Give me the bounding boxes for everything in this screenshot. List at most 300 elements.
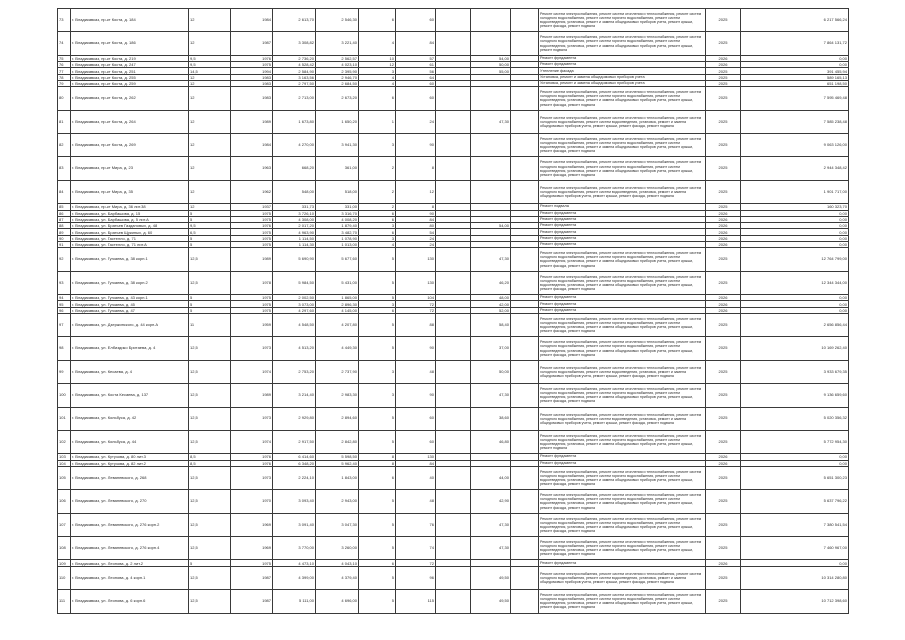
cell-total-area-text: 3 163,56 [298,74,314,80]
cell-total-area [273,513,316,536]
cell-c10 [471,407,511,430]
cell-row-number [58,360,71,383]
cell-address [71,134,189,157]
cell-row-number-text: 83 [59,166,64,171]
cell-total-area-text: 2 929,80 [298,416,314,421]
cell-year-built-text: 1974 [262,439,271,444]
cell-works-list [539,430,706,453]
cell-c8-text: 60 [429,96,434,101]
cell-plan-year-text: 2026 [718,454,728,460]
cell-c8-text: 115 [427,599,434,604]
cell-address-text: г. Владикавказ, ул. Дзержинского, д. 44 корп.А [72,322,159,327]
cell-address [71,157,189,180]
cell-works-list-text: Ремонт фундамента [540,295,577,300]
cell-cost-text: 0,00 [839,229,847,235]
cell-c8-text: 24 [429,235,434,241]
cell-works-list [539,32,706,55]
cell-c10-text: 58,40 [498,322,509,327]
cell-c3 [189,180,231,203]
cell-total-area-text: 1 114,50 [298,235,314,241]
cell-c3-text: 12,5 [190,393,198,398]
cell-living-area-text: 2 983,30 [341,393,357,398]
cell-year-built-text: 1970 [262,499,271,504]
cell-works-list-text: Установка, ремонт и замена общедомовых приборов учета [540,74,645,79]
cell-year-built-text: 1989 [262,257,271,262]
cell-empty [511,490,539,513]
cell-year-built-text: 1976 [262,223,271,229]
cell-c3-text: 8,5 [190,454,196,460]
cell-c8-text: 74 [429,545,434,550]
cell-c3-text: 12 [190,81,195,87]
cell-c7-text: 6 [391,560,394,566]
cell-c3-text: 12,5 [190,575,198,580]
cell-plan-year-text: 2026 [718,307,728,313]
cell-row-number-text: 87 [59,216,64,222]
table-row [58,466,849,489]
cell-c7-text: 5 [391,416,394,421]
cell-cost [741,466,849,489]
cell-row-number [58,248,71,271]
cell-living-area [316,337,359,360]
cell-living-area [316,180,359,203]
cell-cost [741,180,849,203]
cell-row-number [58,337,71,360]
cell-empty [436,466,471,489]
cell-cost-text: 0,00 [839,307,847,313]
table-row [58,513,849,536]
table-row [58,490,849,513]
cell-row-number-text: 74 [59,41,64,46]
cell-address-text: г. Владикавказ, пр-кт Коста, д. 186 [72,41,136,46]
cell-works-list [539,87,706,110]
cell-total-area-text: 331,73 [301,204,314,210]
cell-plan-year [706,32,741,55]
cell-row-number [58,466,71,489]
cell-c7-text: 6 [391,210,394,216]
cell-year-built-text: 1994 [262,68,271,74]
cell-year-built [231,110,273,133]
cell-c3-text: 11 [190,322,195,327]
cell-total-area [273,566,316,589]
cell-total-area [273,466,316,489]
cell-living-area [316,490,359,513]
cell-plan-year [706,566,741,589]
cell-cost [741,9,849,32]
cell-works-list-text: Ремонт систем электроснабжения, ремонт систем отопления и теплоснабжения, ремонт систем холодного водоснабжения, ремонт систем водоотведения, установка, ремонт и замена общедомовых приборов учета, ремонт крыши, ремонт фасада, ремонт подвала [540,365,702,378]
cell-plan-year-text: 2025 [718,439,728,444]
cell-c7-text: 6 [391,17,394,22]
cell-empty [436,566,471,589]
cell-total-area-text: 3 770,00 [298,545,314,550]
cell-c8 [396,360,436,383]
cell-c10-text: 50,00 [498,369,509,374]
cell-empty [511,430,539,453]
cell-c7-text: 2 [391,166,394,171]
cell-c7 [359,134,396,157]
cell-row-number [58,157,71,180]
cell-works-list [539,110,706,133]
cell-c8-text: 48 [429,499,434,504]
cell-cost [741,407,849,430]
cell-cost [741,313,849,336]
cell-total-area-text: 2 713,00 [298,96,314,101]
cell-address-text: г. Владикавказ, ул. Братьев Щукиных, д. 60 [72,229,153,235]
cell-address-text: г. Владикавказ, пр-кт Коста, д. 259 [72,81,136,87]
cell-address-text: г. Владикавказ, ул. Леваневского, д. 276 корп.4 [72,545,160,550]
cell-works-list-text: Ремонт систем электроснабжения, ремонт систем отопления и теплоснабжения, ремонт систем холодного водоснабжения, ремонт систем горячего водоснабжения, ремонт систем водоотведения, установка, ремонт и замена общедомовых приборов учета, ремонт крыши, ремонт фасада, ремонт подвала [540,593,702,610]
cell-year-built-text: 1976 [262,460,271,466]
cell-c10 [471,87,511,110]
cell-c10-text: 49,50 [498,599,509,604]
cell-plan-year-text: 2025 [718,280,728,285]
cell-c3 [189,9,231,32]
cell-total-area-text: 2 736,20 [298,55,314,61]
cell-c3 [189,157,231,180]
cell-cost [741,134,849,157]
cell-c8-text: 61 [429,62,434,68]
cell-c8 [396,180,436,203]
cell-c8 [396,430,436,453]
cell-living-area-text: 2 684,50 [341,81,357,87]
table-row [58,32,849,55]
cell-c7-text: 3 [391,393,394,398]
cell-works-list [539,134,706,157]
cell-row-number [58,407,71,430]
cell-plan-year-text: 2025 [718,166,728,171]
cell-plan-year [706,360,741,383]
cell-address-text: г. Владикавказ, ул. Гугкаева, д. 43 корп.1 [72,295,148,301]
cell-c7-text: 4 [391,41,394,46]
cell-row-number-text: 110 [59,575,66,580]
cell-row-number-text: 76 [59,62,64,68]
cell-c7 [359,9,396,32]
cell-c10-text: 47,30 [498,393,509,398]
cell-year-built [231,384,273,407]
cell-c8 [396,337,436,360]
cell-year-built [231,466,273,489]
cell-works-list-text: Ремонт фундамента [540,560,577,565]
cell-plan-year [706,180,741,203]
cell-c3 [189,384,231,407]
cell-row-number-text: 94 [59,295,64,301]
cell-c10-text: 47,30 [498,119,509,124]
cell-c8 [396,9,436,32]
cell-empty [511,110,539,133]
cell-empty [436,9,471,32]
cell-year-built [231,9,273,32]
table-row [58,9,849,32]
cell-c8 [396,248,436,271]
cell-c10-text: 48,00 [498,295,509,301]
cell-year-built [231,537,273,560]
cell-c8 [396,87,436,110]
cell-c3 [189,32,231,55]
cell-cost-text: 0,00 [839,235,847,241]
cell-c3-text: 5 [190,216,193,222]
cell-c7-text: 8 [391,454,394,460]
cell-c7 [359,110,396,133]
cell-living-area-text: 1 879,40 [341,223,357,229]
cell-year-built-text: 1975 [262,242,271,248]
cell-c3-text: 5 [190,307,193,313]
cell-row-number-text: 97 [59,322,64,327]
cell-total-area-text: 2 917,50 [298,439,314,444]
cell-address-text: г. Владикавказ, пр-кт Коста, д. 264 [72,119,136,124]
cell-c8-text: 130 [427,454,434,460]
cell-c3-text: 12,5 [190,346,198,351]
cell-cost [741,430,849,453]
cell-row-number-text: 88 [59,223,64,229]
cell-c7 [359,430,396,453]
cell-empty [511,180,539,203]
cell-address [71,87,189,110]
cell-row-number-text: 81 [59,119,64,124]
cell-cost [741,513,849,536]
cell-c8-text: 72 [429,301,434,307]
cell-living-area-text: 4 379,40 [341,575,357,580]
cell-row-number-text: 86 [59,210,64,216]
cell-total-area-text: 4 297,60 [298,307,314,313]
cell-works-list-text: Ремонт систем электроснабжения, ремонт систем отопления и теплоснабжения, ремонт систем холодного водоснабжения, ремонт систем горячего водоснабжения, ремонт систем водоотведения, установка, ремонт и замена общедомовых приборов учета, ремонт крыши, ремонт фасада, ремонт подвала [540,469,702,487]
cell-address-text: г. Владикавказ, ул. Гастелло, д. 71 лит.А [72,242,147,248]
cell-cost-text: 5 772 954,30 [823,439,847,444]
cell-living-area [316,110,359,133]
cell-c3 [189,430,231,453]
cell-year-built-text: 1975 [262,295,271,301]
cell-total-area-text: 4 399,00 [298,575,314,580]
cell-c8-text: 130 [427,280,434,285]
cell-works-list [539,490,706,513]
cell-living-area-text: 4 008,20 [341,216,357,222]
cell-living-area-text: 1 013,00 [341,242,357,248]
cell-cost-text: 10 712 398,60 [821,599,847,604]
cell-plan-year-text: 2026 [718,216,728,222]
cell-works-list [539,513,706,536]
cell-living-area-text: 2 562,57 [341,55,357,61]
cell-c10-text: 49,50 [498,575,509,580]
cell-empty [511,513,539,536]
cell-address [71,32,189,55]
cell-living-area-text: 518,00 [344,189,357,194]
cell-year-built [231,180,273,203]
cell-c3-text: 12 [190,96,195,101]
cell-row-number [58,180,71,203]
cell-living-area [316,248,359,271]
cell-empty [436,87,471,110]
cell-c10 [471,9,511,32]
cell-total-area [273,87,316,110]
cell-living-area-text: 5 677,60 [341,257,357,262]
cell-c8 [396,407,436,430]
cell-address-text: г. Владикавказ, ул. Барбашова, д. 5 лит.А [72,216,149,222]
cell-row-number-text: 80 [59,96,64,101]
cell-c3-text: 12,5 [190,499,198,504]
cell-c10 [471,313,511,336]
cell-plan-year-text: 2025 [718,68,728,74]
cell-total-area-text: 2 753,20 [298,369,314,374]
cell-living-area-text: 5 431,00 [341,280,357,285]
cell-cost-text: 7 864 131,72 [823,41,847,46]
cell-c7-text: 5 [391,295,394,301]
cell-cost-text: 2 944 348,42 [823,166,847,171]
cell-empty [511,407,539,430]
cell-c3-text: 12 [190,74,195,80]
cell-empty [511,337,539,360]
cell-c3-text: 12 [190,166,195,171]
cell-works-list [539,157,706,180]
cell-c7 [359,384,396,407]
cell-address-text: г. Владикавказ, пр-кт Мира, д. 23 [72,166,133,171]
cell-empty [436,110,471,133]
cell-plan-year [706,9,741,32]
cell-empty [436,537,471,560]
cell-empty [511,360,539,383]
cell-plan-year-text: 2026 [718,295,728,301]
table-row [58,313,849,336]
cell-c7-text: 6 [391,307,394,313]
cell-living-area-text: 3 482,70 [341,229,357,235]
cell-c7 [359,537,396,560]
cell-cost [741,337,849,360]
cell-c7-text: 5 [391,257,394,262]
cell-works-list-text: Ремонт систем электроснабжения, ремонт систем отопления и теплоснабжения, ремонт систем холодного водоснабжения, ремонт систем горячего водоснабжения, ремонт систем водоотведения, установка, ремонт и замена общедомовых приборов учета, ремонт крыши, ремонт фасада, ремонт подвала [540,12,702,29]
cell-works-list-text: Ремонт систем электроснабжения, ремонт систем отопления и теплоснабжения, ремонт систем холодного водоснабжения, ремонт систем водоотведения, установка, ремонт и замена общедомовых приборов учета, ремонт крыши, ремонт фасада, ремонт подвала [540,571,702,584]
cell-address-text: г. Владикавказ, пр-кт Коста, д. 262 [72,96,136,101]
cell-row-number [58,566,71,589]
cell-address-text: г. Владикавказ, ул. Коста Кесаева, д. 137 [72,393,149,398]
cell-c7 [359,180,396,203]
cell-c3-text: 14,5 [190,68,198,74]
cell-c3-text: 12 [190,41,195,46]
cell-c7-text: 5 [391,346,394,351]
cell-year-built [231,271,273,294]
cell-total-area-text: 3 726,10 [298,210,314,216]
cell-row-number [58,110,71,133]
cell-c10 [471,384,511,407]
cell-empty [511,87,539,110]
cell-cost-text: 3 933 679,35 [823,369,847,374]
cell-living-area-text: 4 043,10 [341,560,357,566]
cell-c10 [471,430,511,453]
cell-empty [511,134,539,157]
cell-year-built-text: 1976 [262,55,271,61]
cell-works-list-text: Ремонт систем электроснабжения, ремонт систем отопления и теплоснабжения, ремонт систем холодного водоснабжения, ремонт систем горячего водоснабжения, ремонт систем водоотведения, установка, ремонт и замена общедомовых приборов учета, ремонт крыши, ремонт фасада, ремонт подвала [540,160,702,177]
cell-c7 [359,32,396,55]
cell-total-area [273,337,316,360]
cell-row-number [58,430,71,453]
cell-works-list [539,466,706,489]
cell-address-text: г. Владикавказ, ул. Кесаева, д. 4 [72,369,133,374]
cell-year-built-text: 1962 [262,189,271,194]
cell-plan-year-text: 2025 [718,499,728,504]
cell-address-text: г. Владикавказ, ул. Барбашова, д. 15 [72,210,141,216]
cell-total-area [273,271,316,294]
cell-row-number-text: 95 [59,301,64,307]
cell-living-area [316,134,359,157]
cell-c8 [396,513,436,536]
cell-c10-text: 47,30 [498,545,509,550]
cell-works-list [539,384,706,407]
cell-works-list [539,407,706,430]
cell-cost [741,490,849,513]
cell-plan-year-text: 2026 [718,460,728,466]
repair-program-table [57,8,849,614]
cell-c3-text: 9,5 [190,223,196,229]
cell-row-number-text: 102 [59,439,66,444]
cell-c8 [396,271,436,294]
cell-empty [436,157,471,180]
cell-c8-text: 56 [429,68,434,74]
cell-plan-year [706,537,741,560]
cell-c7-text: 4 [391,74,394,80]
cell-plan-year-text: 2026 [718,301,728,307]
cell-year-built-text: 1987 [262,599,271,604]
cell-address [71,384,189,407]
cell-address-text: г. Владикавказ, ул. Леваневского, д. 270 [72,499,147,504]
cell-total-area [273,360,316,383]
cell-row-number-text: 82 [59,142,64,147]
cell-living-area [316,313,359,336]
cell-total-area-text: 5 111,00 [299,599,314,604]
cell-empty [436,430,471,453]
cell-works-list [539,566,706,589]
cell-c7-text: 2 [391,204,394,210]
cell-empty [436,384,471,407]
cell-cost-text: 0,00 [839,560,847,566]
cell-c10 [471,271,511,294]
cell-cost [741,248,849,271]
cell-living-area-text: 5 598,50 [341,454,357,460]
cell-total-area [273,180,316,203]
cell-c3-text: 12 [190,119,195,124]
cell-works-list-text: Ремонт систем электроснабжения, ремонт систем отопления и теплоснабжения, ремонт систем холодного водоснабжения, ремонт систем горячего водоснабжения, ремонт систем водоотведения, установка, ремонт и замена общедомовых приборов учета, ремонт крыши, ремонт фасада, ремонт подвала [540,340,702,357]
cell-address-text: г. Владикавказ, ул. Гугкаева, д. 38 корп.2 [72,280,148,285]
cell-cost [741,537,849,560]
cell-row-number-text: 96 [59,307,64,313]
cell-address-text: г. Владикавказ, пр-кт Мира, д. 35 [72,189,133,194]
cell-cost-text: 5 637 796,22 [823,499,847,504]
cell-plan-year [706,248,741,271]
cell-row-number [58,87,71,110]
cell-c3 [189,360,231,383]
cell-plan-year-text: 2025 [718,204,728,210]
cell-total-area-text: 3 093,40 [298,499,314,504]
cell-total-area-text: 2 584,90 [298,68,314,74]
cell-c8 [396,490,436,513]
cell-empty [436,360,471,383]
cell-empty [511,537,539,560]
cell-c7-text: 6 [391,475,394,480]
cell-plan-year [706,430,741,453]
cell-works-list [539,313,706,336]
cell-c10-text: 52,00 [498,307,509,313]
cell-c8-text: 84 [429,460,434,466]
cell-address-text: г. Владикавказ, пр-кт Коста, д. 251 [72,68,136,74]
cell-total-area-text: 4 528,42 [298,62,314,68]
cell-c7-text: 6 [391,96,394,101]
cell-year-built-text: 1969 [262,522,271,527]
cell-c10-text: 50,00 [498,62,509,68]
cell-living-area-text: 2 946,70 [341,74,357,80]
cell-plan-year [706,590,741,613]
cell-empty [436,32,471,55]
cell-cost-text: 2 656 856,44 [823,322,847,327]
cell-c10 [471,157,511,180]
cell-c3-text: 5 [190,242,193,248]
cell-c7-text: 3 [391,223,394,229]
cell-c10 [471,490,511,513]
cell-c8-text: 104 [427,295,434,301]
